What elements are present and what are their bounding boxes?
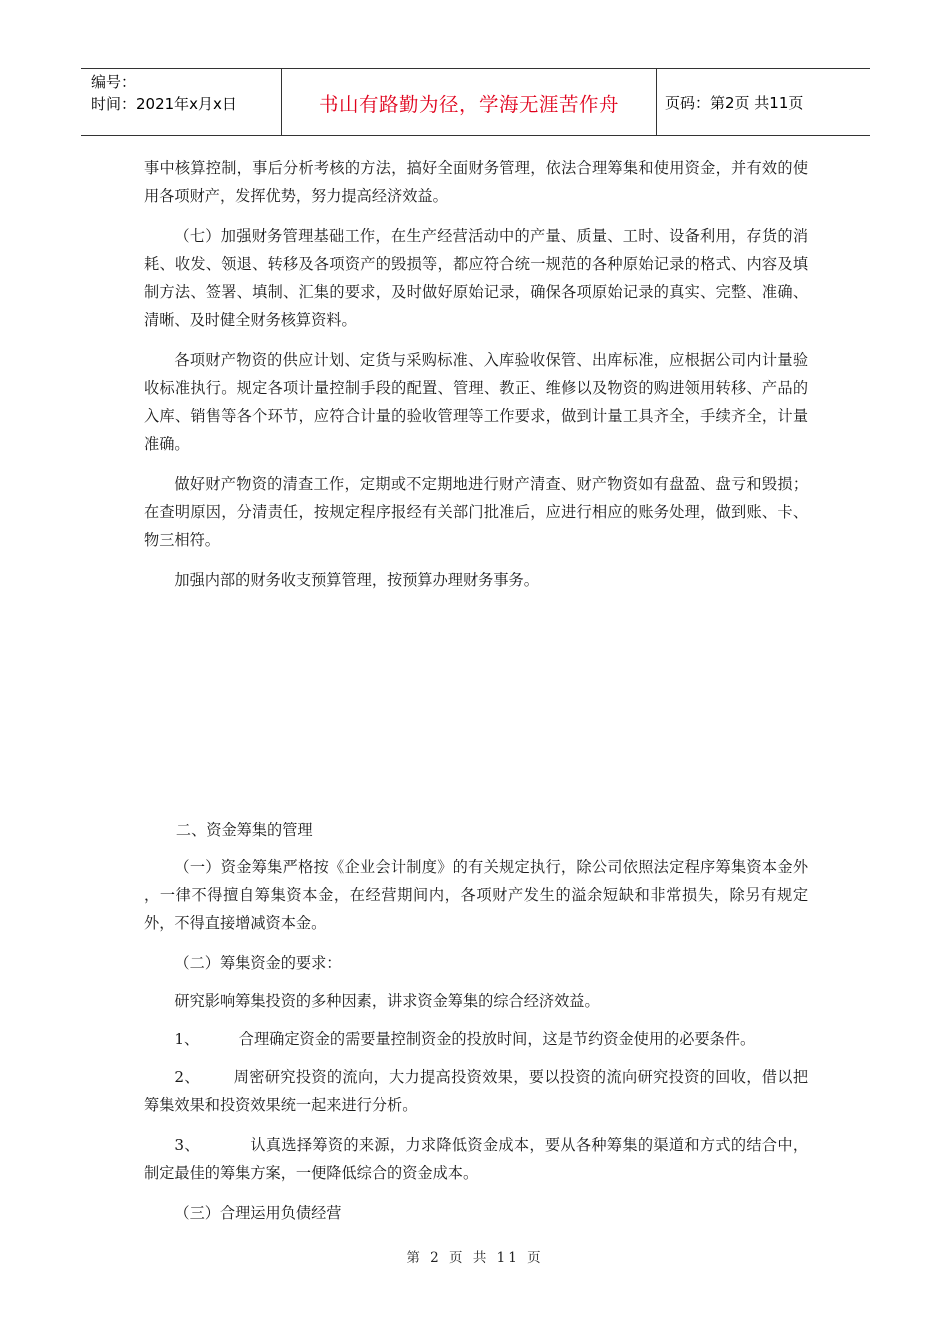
list-text: 周密研究投资的流向，大力提高投资效果，要以投资的流向研究投资的回收，借以把筹集效果和投资效果统一起来进行分析。 xyxy=(144,1068,809,1114)
list-number: 2、 xyxy=(174,1068,200,1086)
paragraph: 研究影响筹集投资的多种因素，讲求资金筹集的综合经济效益。 xyxy=(174,992,600,1010)
paragraph: （七）加强财务管理基础工作，在生产经营活动中的产量、质量、工时、设备利用，存货的消耗、收发、领退、转移及各项资产的毁损等，都应符合统一规范的各种原始记录的格式、内容及填制方法、签署、填制、汇集的要求，及时做好原始记录，确保各项原始记录的真实、完整、准确、清晰、及时健全财务核算资料。 xyxy=(144,227,808,329)
list-number: 3、 xyxy=(174,1136,200,1154)
page-header xyxy=(81,68,870,136)
doc-time-label: 时间：2021年x月x日 xyxy=(91,95,237,113)
list-text: 认真选择筹资的来源，力求降低资金成本，要从各种筹集的渠道和方式的结合中，制定最佳的筹集方案，一便降低综合的资金成本。 xyxy=(144,1136,809,1182)
paragraph: 加强内部的财务收支预算管理，按预算办理财务事务。 xyxy=(174,571,539,589)
paragraph: （三）合理运用负债经营 xyxy=(174,1204,342,1222)
paragraph: 事中核算控制，事后分析考核的方法，搞好全面财务管理，依法合理筹集和使用资金，并有效的使用各项财产，发挥优势，努力提高经济效益。 xyxy=(144,159,808,205)
paragraph: （一）资金筹集严格按《企业会计制度》的有关规定执行，除公司依照法定程序筹集资本金外 ，一律不得擅自筹集资本金，在经营期间内，各项财产发生的溢余短缺和非常损失，除另有规定外，不得直接增减资本金。 xyxy=(144,858,808,932)
paragraph: 做好财产物资的清查工作，定期或不定期地进行财产清查、财产物资如有盘盈、盘亏和毁损；在查明原因，分清责任，按规定程序报经有关部门批准后，应进行相应的账务处理，做到账、卡、物三相符。 xyxy=(144,475,808,549)
paragraph: （二）筹集资金的要求： xyxy=(174,954,342,972)
paragraph: 各项财产物资的供应计划、定货与采购标准、入库验收保管、出库标准，应根据公司内计量验收标准执行。规定各项计量控制手段的配置、管理、教正、维修以及物资的购进领用转移、产品的入库、销售等各个环节，应符合计量的验收管理等工作要求，做到计量工具齐全，手续齐全，计量准确。 xyxy=(144,351,808,453)
list-text: 合理确定资金的需要量控制资金的投放时间，这是节约资金使用的必要条件。 xyxy=(238,1030,756,1048)
header-page-number: 页码：第2页 共11页 xyxy=(665,93,804,112)
doc-code-label: 编号： xyxy=(91,73,137,91)
list-item xyxy=(144,1025,808,1053)
list-number: 1、 xyxy=(174,1030,200,1048)
document-body xyxy=(144,154,808,1227)
section-heading: 二、资金筹集的管理 xyxy=(175,821,313,839)
list-item xyxy=(144,1063,808,1119)
list-item xyxy=(144,1131,808,1187)
page-footer: 第 2 页 共 11 页 xyxy=(406,1250,544,1266)
header-motto: 书山有路勤为径，学海无涯苦作舟 xyxy=(282,69,657,135)
header-meta xyxy=(81,69,282,135)
